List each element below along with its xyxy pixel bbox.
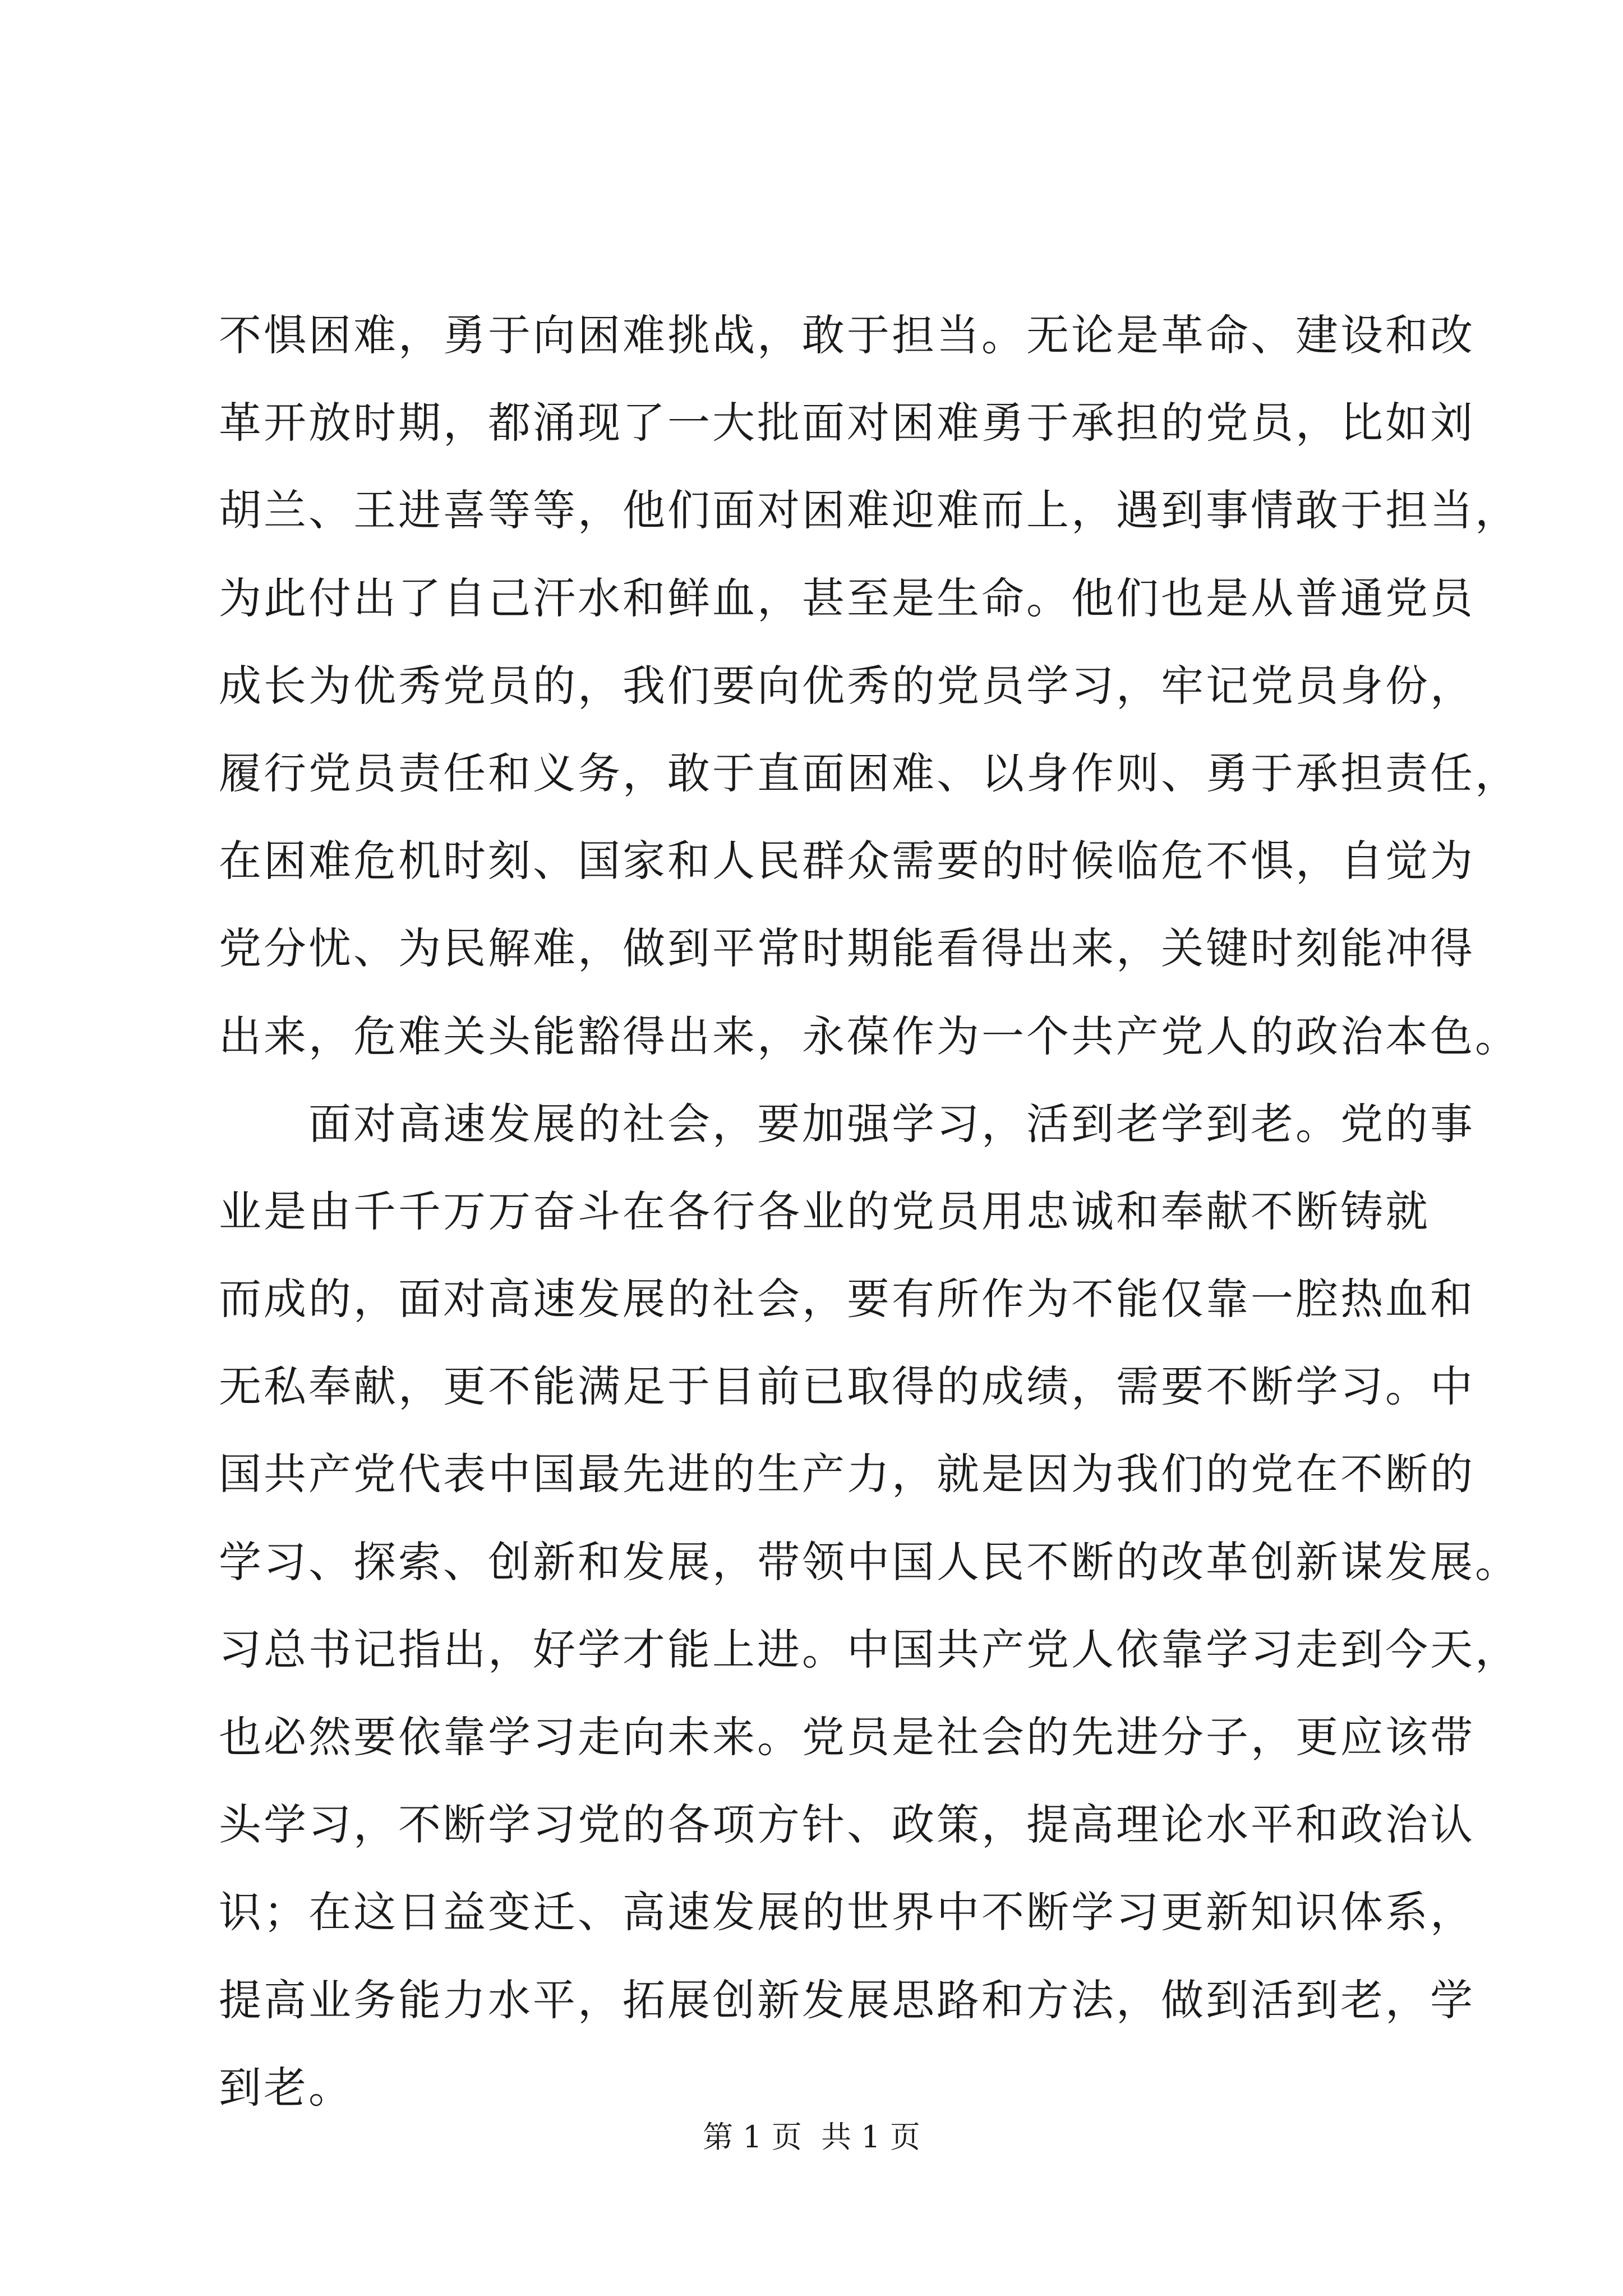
text-line: 识；在这日益变迁、高速发展的世界中不断学习更新知识体系， bbox=[219, 1887, 1475, 1938]
text-line: 到老。 bbox=[219, 2062, 353, 2113]
text-line: 头学习，不断学习党的各项方针、政策，提高理论水平和政治认 bbox=[219, 1800, 1475, 1850]
text-line: 不惧困难，勇于向困难挑战，敢于担当。无论是革命、建设和改 bbox=[219, 310, 1475, 360]
text-line: 为此付出了自己汗水和鲜血，甚至是生命。他们也是从普通党员 bbox=[219, 573, 1475, 623]
text-line: 成长为优秀党员的，我们要向优秀的党员学习，牢记党员身份， bbox=[219, 660, 1475, 711]
text-line: 提高业务能力水平，拓展创新发展思路和方法，做到活到老，学 bbox=[219, 1975, 1475, 2025]
text-line: 在困难危机时刻、国家和人民群众需要的时候临危不惧，自觉为 bbox=[219, 836, 1475, 886]
text-line: 履行党员责任和义务，敢于直面困难、以身作则、勇于承担责任， bbox=[219, 748, 1520, 798]
text-line: 习总书记指出，好学才能上进。中国共产党人依靠学习走到今天， bbox=[219, 1624, 1520, 1674]
paragraph-start-line: 面对高速发展的社会，要加强学习，活到老学到老。党的事 bbox=[219, 1098, 1475, 1149]
text-line: 革开放时期，都涌现了一大批面对困难勇于承担的党员，比如刘 bbox=[219, 398, 1475, 448]
text-line: 党分忧、为民解难，做到平常时期能看得出来，关键时刻能冲得 bbox=[219, 923, 1475, 974]
text-line: 学习、探索、创新和发展，带领中国人民不断的改革创新谋发展。 bbox=[219, 1536, 1520, 1587]
text-line: 无私奉献，更不能满足于目前已取得的成绩，需要不断学习。中 bbox=[219, 1361, 1475, 1412]
text-line: 国共产党代表中国最先进的生产力，就是因为我们的党在不断的 bbox=[219, 1449, 1475, 1499]
document-body bbox=[219, 292, 1520, 2132]
text-line: 也必然要依靠学习走向未来。党员是社会的先进分子，更应该带 bbox=[219, 1712, 1475, 1762]
text-line: 业是由千千万万奋斗在各行各业的党员用忠诚和奉献不断铸就 bbox=[219, 1186, 1430, 1236]
text-line: 出来，危难关头能豁得出来，永葆作为一个共产党人的政治本色。 bbox=[219, 1011, 1520, 1061]
text-line: 胡兰、王进喜等等，他们面对困难迎难而上，遇到事情敢于担当， bbox=[219, 485, 1520, 536]
text-line: 而成的，面对高速发展的社会，要有所作为不能仅靠一腔热血和 bbox=[219, 1274, 1475, 1324]
page-footer: 第 1 页 共 1 页 bbox=[703, 2119, 920, 2155]
